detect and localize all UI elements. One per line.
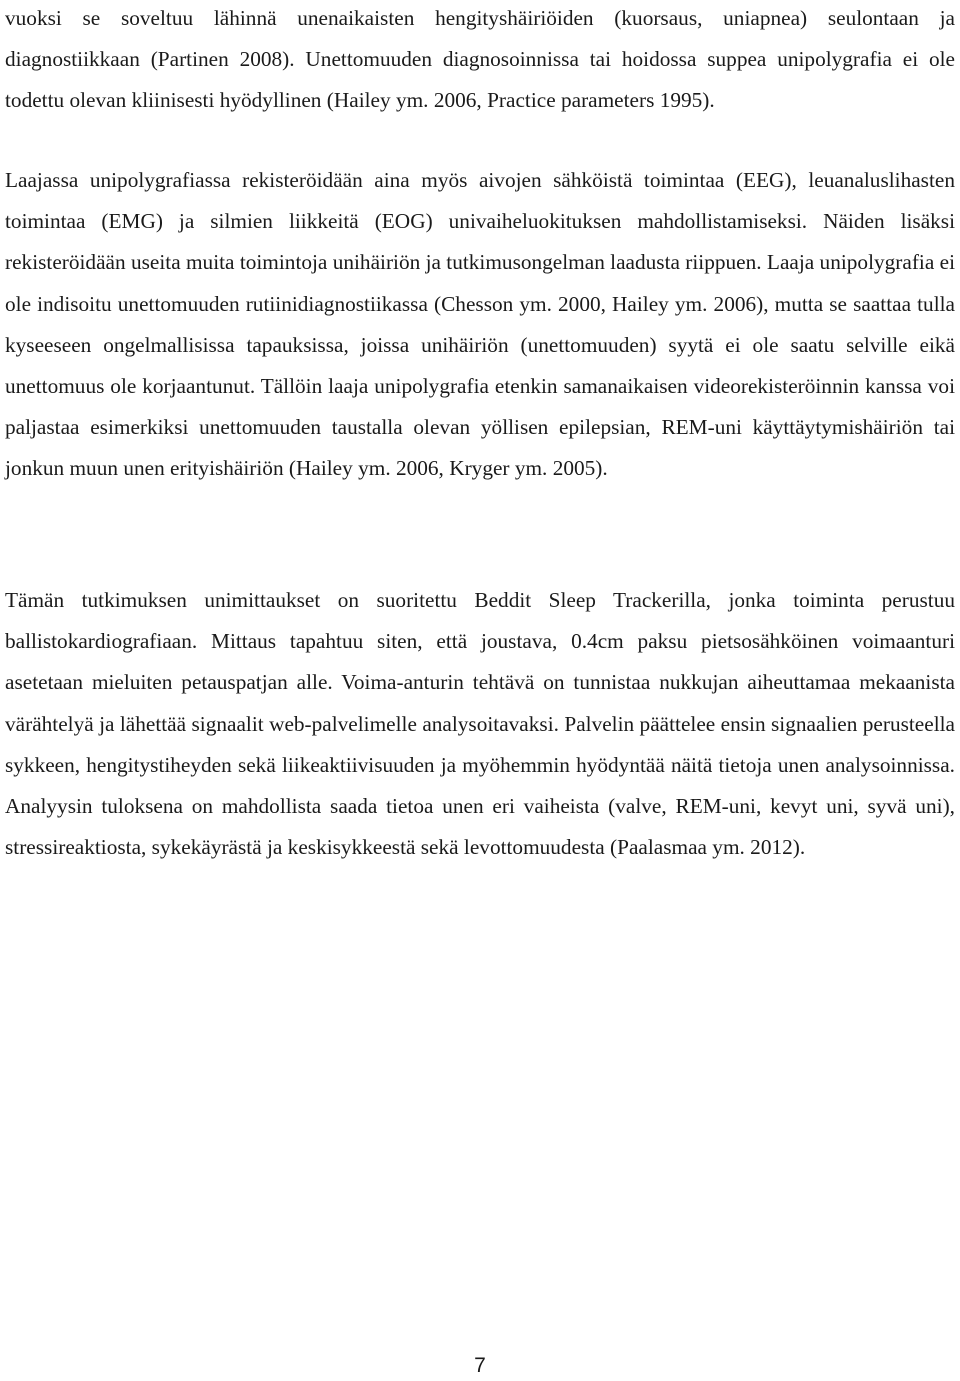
paragraph-extensive-polysomnography: Laajassa unipolygrafiassa rekisteröidään aina myös aivojen sähköistä toimintaa (EEG), leuanaluslihasten toimintaa (EMG) ja silmien liikkeitä (EOG) univaiheluokituksen mahdollistamiseksi. Näiden lisäksi rekisteröidään useita muita toimintoja unihäiriön ja tutkimusongelman laadusta riippuen. Laaja unipolygrafia ei ole indisoitu unettomuuden rutiinidiagnostiikassa (Chesson ym. 2000, Hailey ym. 2006), mutta se saattaa tulla kyseeseen ongelmallisissa tapauksissa, joissa unihäiriön (unettomuuden) syytä ei ole saatu selville eikä unettomuus ole korjaantunut. Tällöin laaja unipolygrafia etenkin samanaikaisen videorekisteröinnin kanssa voi paljastaa esimerkiksi unettomuuden taustalla olevan yöllisen epilepsian, REM-uni käyttäytymishäiriön tai jonkun muun unen erityishäiriön (Hailey ym. 2006, Kryger ym. 2005). [5, 168, 955, 481]
paragraph-sleep-apnea-screening: vuoksi se soveltuu lähinnä unenaikaisten hengityshäiriöiden (kuorsaus, uniapnea) seulontaan ja diagnostiikkaan (Partinen 2008). Unettomuuden diagnosoinnissa tai hoidossa suppea unipolygrafia ei ole todettu olevan kliinisesti hyödyllinen (Hailey ym. 2006, Practice parameters 1995). [5, 6, 955, 113]
page-number: 7 [474, 1354, 486, 1377]
paragraph-beddit-sleep-tracker: Tämän tutkimuksen unimittaukset on suoritettu Beddit Sleep Trackerilla, jonka toiminta perustuu ballistokardiografiaan. Mittaus tapahtuu siten, että joustava, 0.4cm paksu pietsosähköinen voimaanturi asetetaan mieluiten petauspatjan alle. Voima-anturin tehtävä on tunnistaa nukkujan aiheuttamaa mekaanista värähtelyä ja lähettää signaalit web-palvelimelle analysoitavaksi. Palvelin päättelee ensin signaalien perusteella sykkeen, hengitystiheyden sekä liikeaktiivisuuden ja myöhemmin hyödyntää näitä tietoja unen analysoinnissa. Analyysin tuloksena on mahdollista saada tietoa unen eri vaiheista (valve, REM-uni, kevyt uni, syvä uni), stressireaktiosta, sykekäyrästä ja keskisykkeestä sekä levottomuudesta (Paalasmaa ym. 2012). [5, 588, 955, 860]
